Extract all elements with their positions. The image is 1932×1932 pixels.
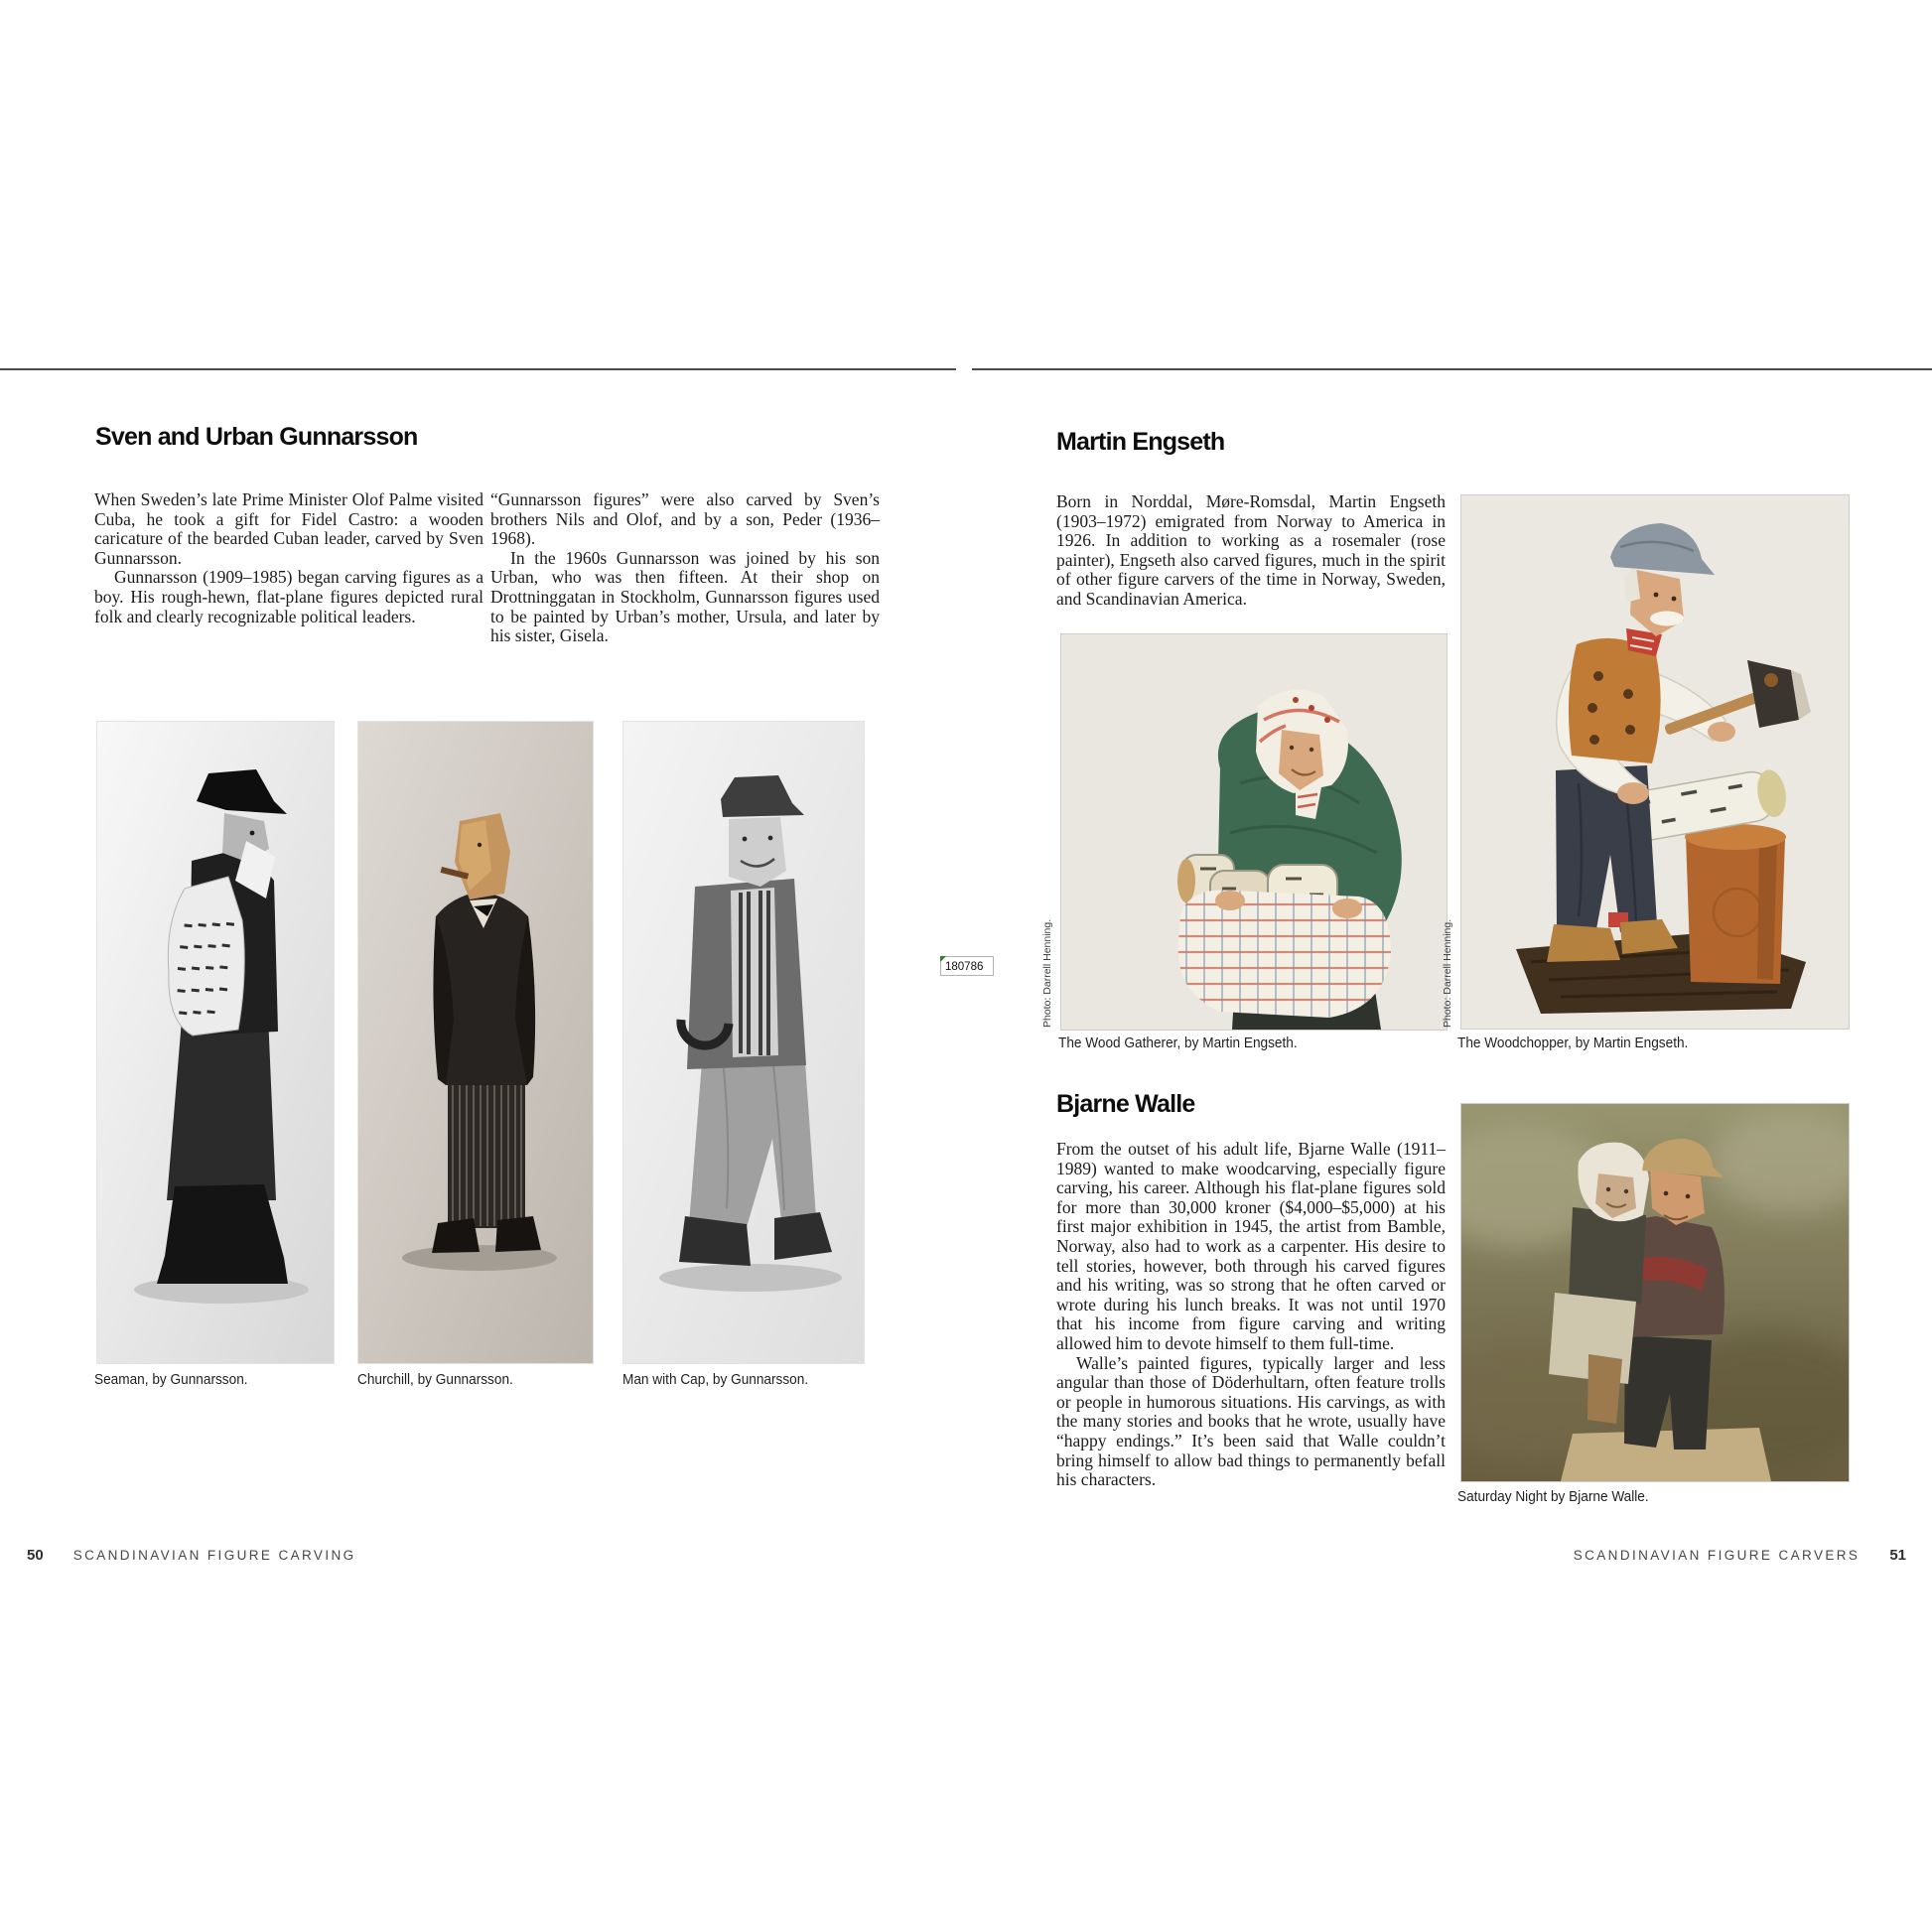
caption-seaman: Seaman, by Gunnarsson. — [94, 1372, 248, 1388]
photo-wood-gatherer — [1060, 633, 1448, 1031]
paragraph: In the 1960s Gunnarsson was joined by his son Urban, who was then fifteen. At their shop on Drottninggatan in Stockholm, Gunnarsson figures used to be painted by Urban’s mother, Ursula, and later by his sister, Gisela. — [490, 547, 880, 646]
photo-credit-woodchopper: Photo: Darrell Henning. — [1442, 918, 1453, 1028]
man-with-cap-carving-illustration — [623, 722, 864, 1363]
section-heading-walle: Bjarne Walle — [1056, 1090, 1195, 1118]
photo-man-with-cap-carving — [622, 721, 865, 1364]
comment-corner-icon — [940, 956, 946, 962]
running-head-book-title: SCANDINAVIAN FIGURE CARVING — [72, 1548, 356, 1563]
paragraph: “Gunnarsson figures” were also carved by Sven’s brothers Nils and Olof, and by a son, Peder (1936–1968). — [490, 489, 880, 549]
section-heading-engseth: Martin Engseth — [1056, 428, 1225, 456]
paragraph: Born in Norddal, Møre-Romsdal, Martin Engseth (1903–1972) emigrated from Norway to America in 1926. In addition to working as a rosemaler (rose painter), Engseth also carved figures, much in the spirit of other figure carvers of the time in Norway, Sweden, and Scandinavian America. — [1056, 491, 1446, 609]
wood-gatherer-illustration — [1061, 634, 1447, 1030]
overlay-tag-value: 180786 — [945, 961, 984, 973]
section-heading-gunnarsson: Sven and Urban Gunnarsson — [95, 423, 418, 451]
right-page-top-rule — [972, 368, 1932, 370]
caption-wood-gatherer: The Wood Gatherer, by Martin Engseth. — [1058, 1035, 1298, 1051]
overlay-tag-field[interactable] — [940, 956, 994, 976]
churchill-carving-illustration — [358, 722, 593, 1363]
photo-saturday-night — [1460, 1103, 1850, 1482]
photo-churchill-carving — [357, 721, 594, 1364]
photo-woodchopper — [1460, 494, 1850, 1030]
right-page-footer — [1574, 1547, 1906, 1564]
saturday-night-illustration — [1461, 1104, 1849, 1481]
paragraph: Walle’s painted figures, typically larger and less angular than those of Döderhultarn, often feature trolls or people in humorous situations. His carvings, as with the many stories and books that he wrote, usually have “happy endings.” It’s been said that Walle couldn’t bring himself to allow bad things to permanently befall his characters. — [1056, 1352, 1446, 1490]
running-head-chapter-title: SCANDINAVIAN FIGURE CARVERS — [1573, 1548, 1861, 1563]
photo-seaman-carving — [96, 721, 335, 1364]
photo-credit-wood-gatherer: Photo: Darrell Henning. — [1041, 918, 1053, 1028]
page-number-left: 50 — [27, 1547, 44, 1564]
walle-column — [1056, 1140, 1446, 1490]
caption-woodchopper: The Woodchopper, by Martin Engseth. — [1457, 1035, 1689, 1051]
caption-saturday-night: Saturday Night by Bjarne Walle. — [1457, 1489, 1649, 1505]
paragraph: From the outset of his adult life, Bjarne Walle (1911–1989) wanted to make woodcarving, especially figure carving, his career. Although his flat-plane figures sold for more than 30,000 kroner ($4,000–$5,000) at his first major exhibition in 1945, the artist from Bamble, Norway, also had to work as a carpenter. His desire to tell stories, however, both through his carved figures and his writing, was so strong that he often carved or wrote during his lunch breaks. It was not until 1970 that his income from figure carving and writing allowed him to devote himself to them full-time. — [1056, 1139, 1446, 1353]
paragraph: When Sweden’s late Prime Minister Olof Palme visited Cuba, he took a gift for Fidel Castro: a wooden caricature of the bearded Cuban leader, carved by Sven Gunnarsson. — [94, 489, 483, 568]
caption-churchill: Churchill, by Gunnarsson. — [357, 1372, 513, 1388]
left-page-footer — [27, 1547, 356, 1564]
gunnarsson-column-1 — [94, 490, 483, 626]
page-number-right: 51 — [1889, 1547, 1906, 1564]
gunnarsson-column-2 — [490, 490, 880, 646]
seaman-carving-illustration — [97, 722, 334, 1363]
woodchopper-illustration — [1461, 495, 1849, 1029]
engseth-column — [1056, 492, 1446, 610]
left-page-top-rule — [0, 368, 956, 370]
caption-man-with-cap: Man with Cap, by Gunnarsson. — [622, 1372, 809, 1388]
paragraph: Gunnarsson (1909–1985) began carving figures as a boy. His rough-hewn, flat-plane figures depicted rural folk and clearly recognizable political leaders. — [94, 567, 483, 626]
